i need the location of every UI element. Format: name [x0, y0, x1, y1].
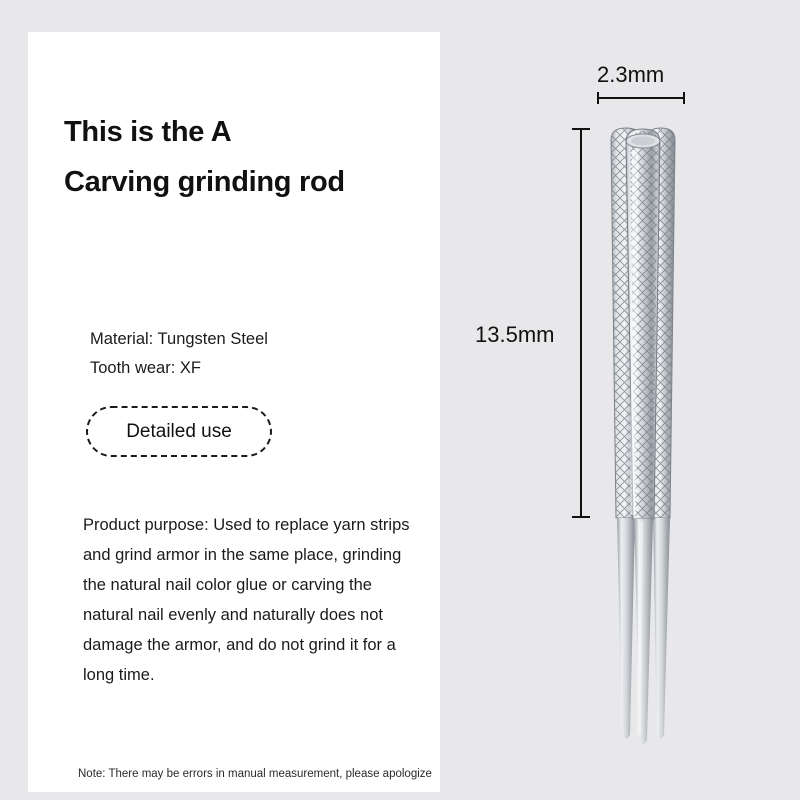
spec-tooth-wear: Tooth wear: XF — [90, 359, 201, 377]
product-illustration — [440, 0, 800, 800]
headline-line-2: Carving grinding rod — [64, 157, 424, 207]
product-purpose-text: Product purpose: Used to replace yarn strips and grind armor in the same place, grinding the natural nail color glue or carving the natural nail evenly and naturally does not damage the armor, and do not grind it for a long time. — [83, 516, 410, 684]
measurement-note: Note: There may be errors in manual measurement, please apologize — [78, 768, 432, 780]
detailed-use-badge — [86, 406, 272, 457]
grinding-bit-icon — [440, 0, 800, 800]
headline-line-1: This is the A — [64, 116, 232, 148]
detailed-use-label: Detailed use — [126, 420, 232, 442]
page-title — [64, 107, 424, 207]
width-dimension-label: 2.3mm — [597, 62, 665, 87]
spec-list — [90, 325, 268, 383]
info-card — [28, 32, 440, 792]
length-dimension-label: 13.5mm — [475, 322, 555, 347]
spec-material: Material: Tungsten Steel — [90, 330, 268, 348]
